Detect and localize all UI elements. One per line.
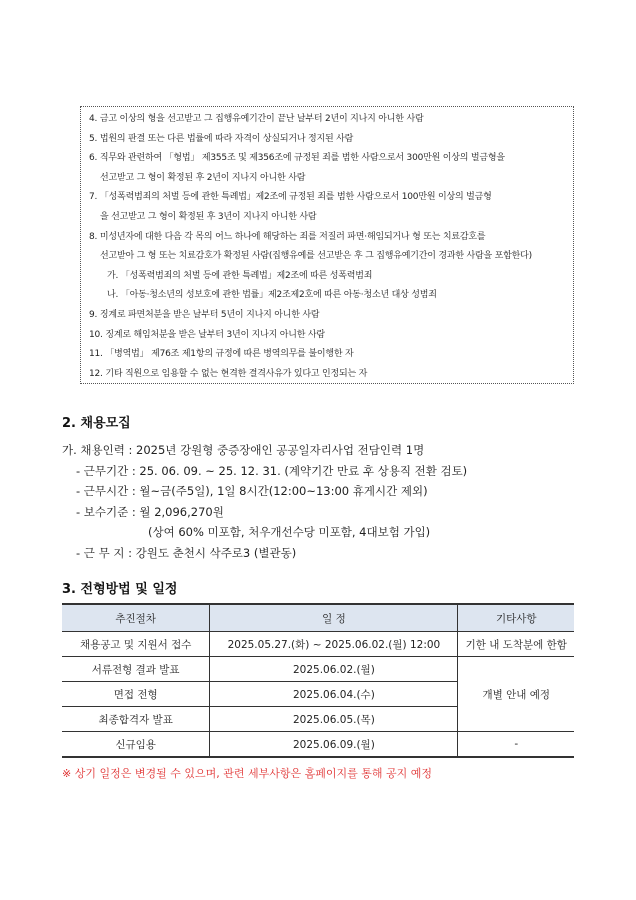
row-date: 2025.06.05.(목): [210, 707, 458, 732]
disqualification-item: 10. 징계로 해임처분을 받은 날부터 3년이 지나지 아니한 사람: [89, 329, 325, 340]
disqualification-subitem: 나. 「아동·청소년의 성보호에 관한 법률」제2조제2호에 따른 아동·청소년 대상 성범죄: [107, 290, 437, 301]
disqualification-item-cont: 선고받고 그 형이 확정된 후 2년이 지나지 아니한 사람: [100, 172, 306, 183]
disqualification-subitem: 가. 「성폭력범죄의 처벌 등에 관한 특례법」제2조에 따른 성폭력범죄: [107, 270, 373, 281]
recruit-pay-note: (상여 60% 미포함, 처우개선수당 미포함, 4대보험 가입): [148, 525, 431, 539]
section2-title: 2. 채용모집: [62, 416, 131, 431]
table-row: [62, 732, 574, 758]
header-date: 일 정: [210, 604, 458, 632]
row-note-merged: 개별 안내 예정: [458, 657, 574, 732]
row-step: 신규임용: [62, 732, 210, 758]
disqualification-item: 9. 징계로 파면처분을 받은 날부터 5년이 지나지 아니한 사람: [89, 309, 320, 320]
table-row: [62, 657, 574, 682]
table-row: [62, 632, 574, 657]
disqualification-item: 4. 금고 이상의 형을 선고받고 그 집행유예기간이 끝난 날부터 2년이 지나지 아니한 사람: [89, 114, 424, 124]
row-step: 면접 전형: [62, 682, 210, 707]
disqualification-item-cont: 을 선고받고 그 형이 확정된 후 3년이 지나지 아니한 사람: [100, 211, 317, 222]
row-step: 서류전형 결과 발표: [62, 657, 210, 682]
section3-title: 3. 전형방법 및 일정: [62, 582, 178, 597]
schedule-footnote: ※ 상기 일정은 변경될 수 있으며, 관련 세부사항은 홈페이지를 통해 공지 예정: [62, 767, 432, 780]
disqualification-item: 11. 「병역법」 제76조 제1항의 규정에 따른 병역의무를 불이행한 자: [89, 349, 354, 360]
disqualification-item: 12. 기타 직원으로 임용할 수 없는 현격한 결격사유가 있다고 인정되는 자: [89, 368, 368, 379]
header-note: 기타사항: [458, 604, 574, 632]
row-note: -: [458, 732, 574, 758]
disqualification-item: 8. 미성년자에 대한 다음 각 목의 어느 하나에 해당하는 죄를 저질러 파면·해임되거나 형 또는 치료감호를: [89, 231, 486, 242]
recruit-location: - 근 무 지 : 강원도 춘천시 삭주로3 (별관동): [76, 545, 297, 560]
recruit-period: - 근무기간 : 25. 06. 09. ~ 25. 12. 31. (계약기간 만료 후 상용직 전환 검토): [76, 463, 468, 478]
row-step: 최종합격자 발표: [62, 707, 210, 732]
disqualification-item-cont: 선고받아 그 형 또는 치료감호가 확정된 사람(집행유예를 선고받은 후 그 집행유예기간이 경과한 사람을 포함한다): [100, 251, 532, 262]
recruit-position: 가. 채용인력 : 2025년 강원형 중증장애인 공공일자리사업 전담인력 1명: [62, 443, 425, 457]
table-header-row: [62, 604, 574, 632]
row-date: 2025.05.27.(화) ~ 2025.06.02.(월) 12:00: [210, 632, 458, 657]
row-date: 2025.06.02.(월): [210, 657, 458, 682]
row-step: 채용공고 및 지원서 접수: [62, 632, 210, 657]
recruit-pay: - 보수기준 : 월 2,096,270원: [76, 504, 224, 519]
header-step: 추진절차: [62, 604, 210, 632]
row-date: 2025.06.04.(수): [210, 682, 458, 707]
recruitment-details: [62, 440, 602, 563]
disqualification-item: 5. 법원의 판결 또는 다른 법률에 따라 자격이 상실되거나 정지된 사람: [89, 133, 354, 144]
recruit-hours: - 근무시간 : 월~금(주5일), 1일 8시간(12:00~13:00 휴게시간 제외): [76, 484, 428, 498]
disqualification-box: [80, 106, 574, 384]
row-note: 기한 내 도착분에 한함: [458, 632, 574, 657]
disqualification-item: 6. 직무와 관련하여 「형법」 제355조 및 제356조에 규정된 죄를 범한 사람으로서 300만원 이상의 벌금형을: [89, 153, 505, 164]
row-date: 2025.06.09.(월): [210, 732, 458, 758]
schedule-table: [62, 603, 574, 758]
disqualification-item: 7. 「성폭력범죄의 처벌 등에 관한 특례법」제2조에 규정된 죄를 범한 사람으로서 100만원 이상의 벌금형: [89, 192, 492, 203]
